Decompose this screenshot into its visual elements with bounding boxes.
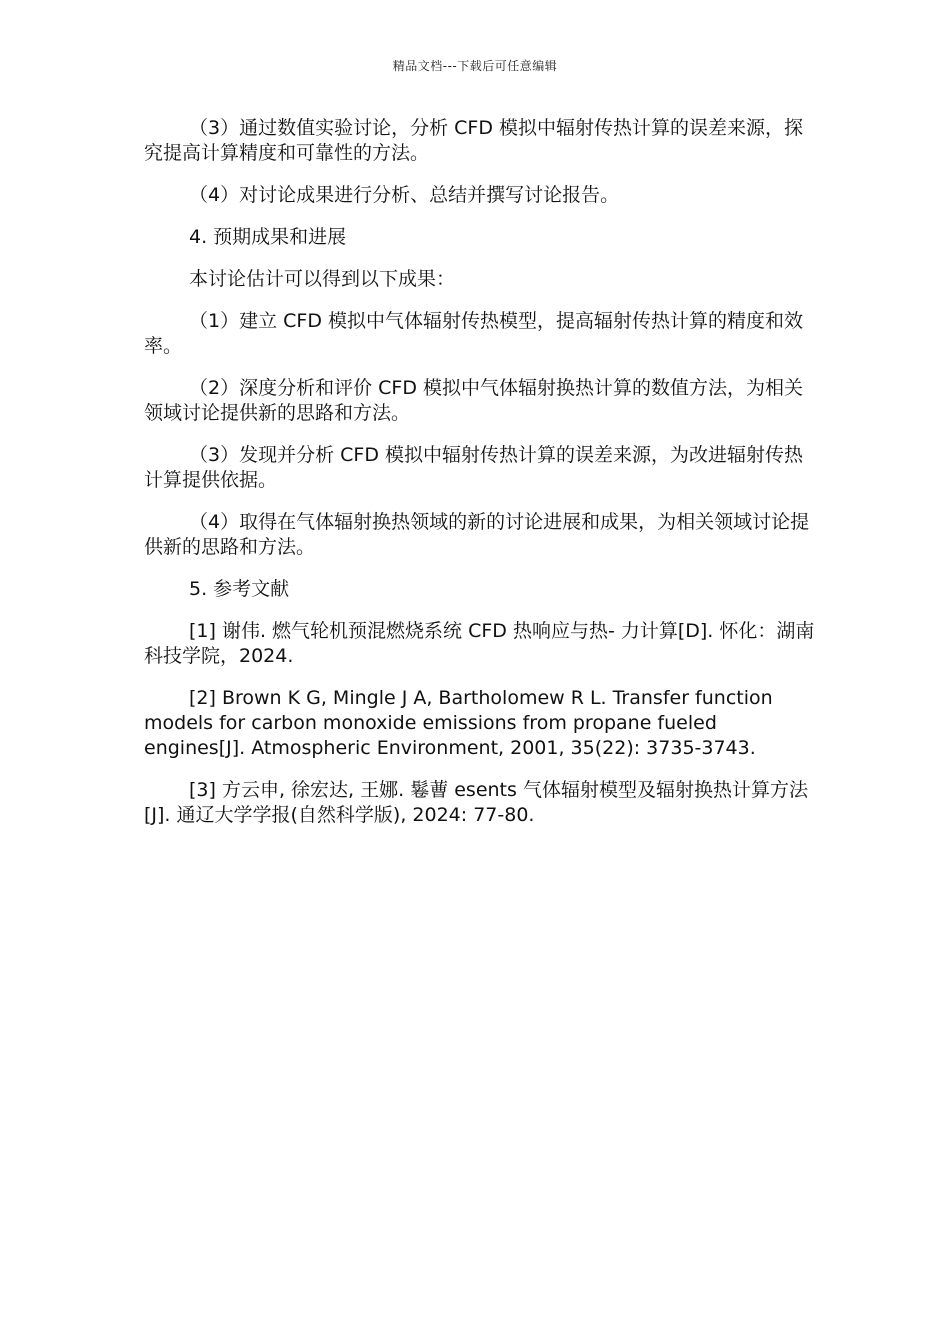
- result-item-1: （1）建立 CFD 模拟中气体辐射传热模型，提高辐射传热计算的精度和效率。: [144, 310, 803, 357]
- page-header: 精品文档---下载后可任意编辑: [392, 59, 558, 73]
- reference-1: [1] 谢伟. 燃气轮机预混燃烧系统 CFD 热响应与热- 力计算[D]. 怀化：湖南科技学院，2024.: [144, 620, 815, 667]
- result-item-4: （4）取得在气体辐射换热领域的新的讨论进展和成果，为相关领域讨论提供新的思路和方法。: [144, 511, 810, 558]
- reference-2: [2] Brown K G, Mingle J A, Bartholomew R L. Transfer function models for carbon monoxide emissions from propane fueled engines[J]. Atmospheric Environment, 2001, 35(22): 3735-3743.: [144, 687, 773, 759]
- results-intro: 本讨论估计可以得到以下成果：: [189, 268, 456, 290]
- result-item-3: （3）发现并分析 CFD 模拟中辐射传热计算的误差来源，为改进辐射传热计算提供依据。: [144, 444, 803, 491]
- research-item-4: （4）对讨论成果进行分析、总结并撰写讨论报告。: [189, 184, 620, 206]
- document-body: [144, 116, 816, 845]
- result-item-2: （2）深度分析和评价 CFD 模拟中气体辐射换热计算的数值方法，为相关领域讨论提供新的思路和方法。: [144, 377, 803, 424]
- section-heading-references: 5. 参考文献: [189, 578, 290, 600]
- reference-3: [3] 方云申, 徐宏达, 王娜. 鬈蓸 esents 气体辐射模型及辐射换热计算方法[J]. 通辽大学学报(自然科学版), 2024: 77-80.: [144, 779, 808, 826]
- section-heading-expected-results: 4. 预期成果和进展: [189, 226, 347, 248]
- research-item-3: （3）通过数值实验讨论，分析 CFD 模拟中辐射传热计算的误差来源，探究提高计算精度和可靠性的方法。: [144, 117, 803, 164]
